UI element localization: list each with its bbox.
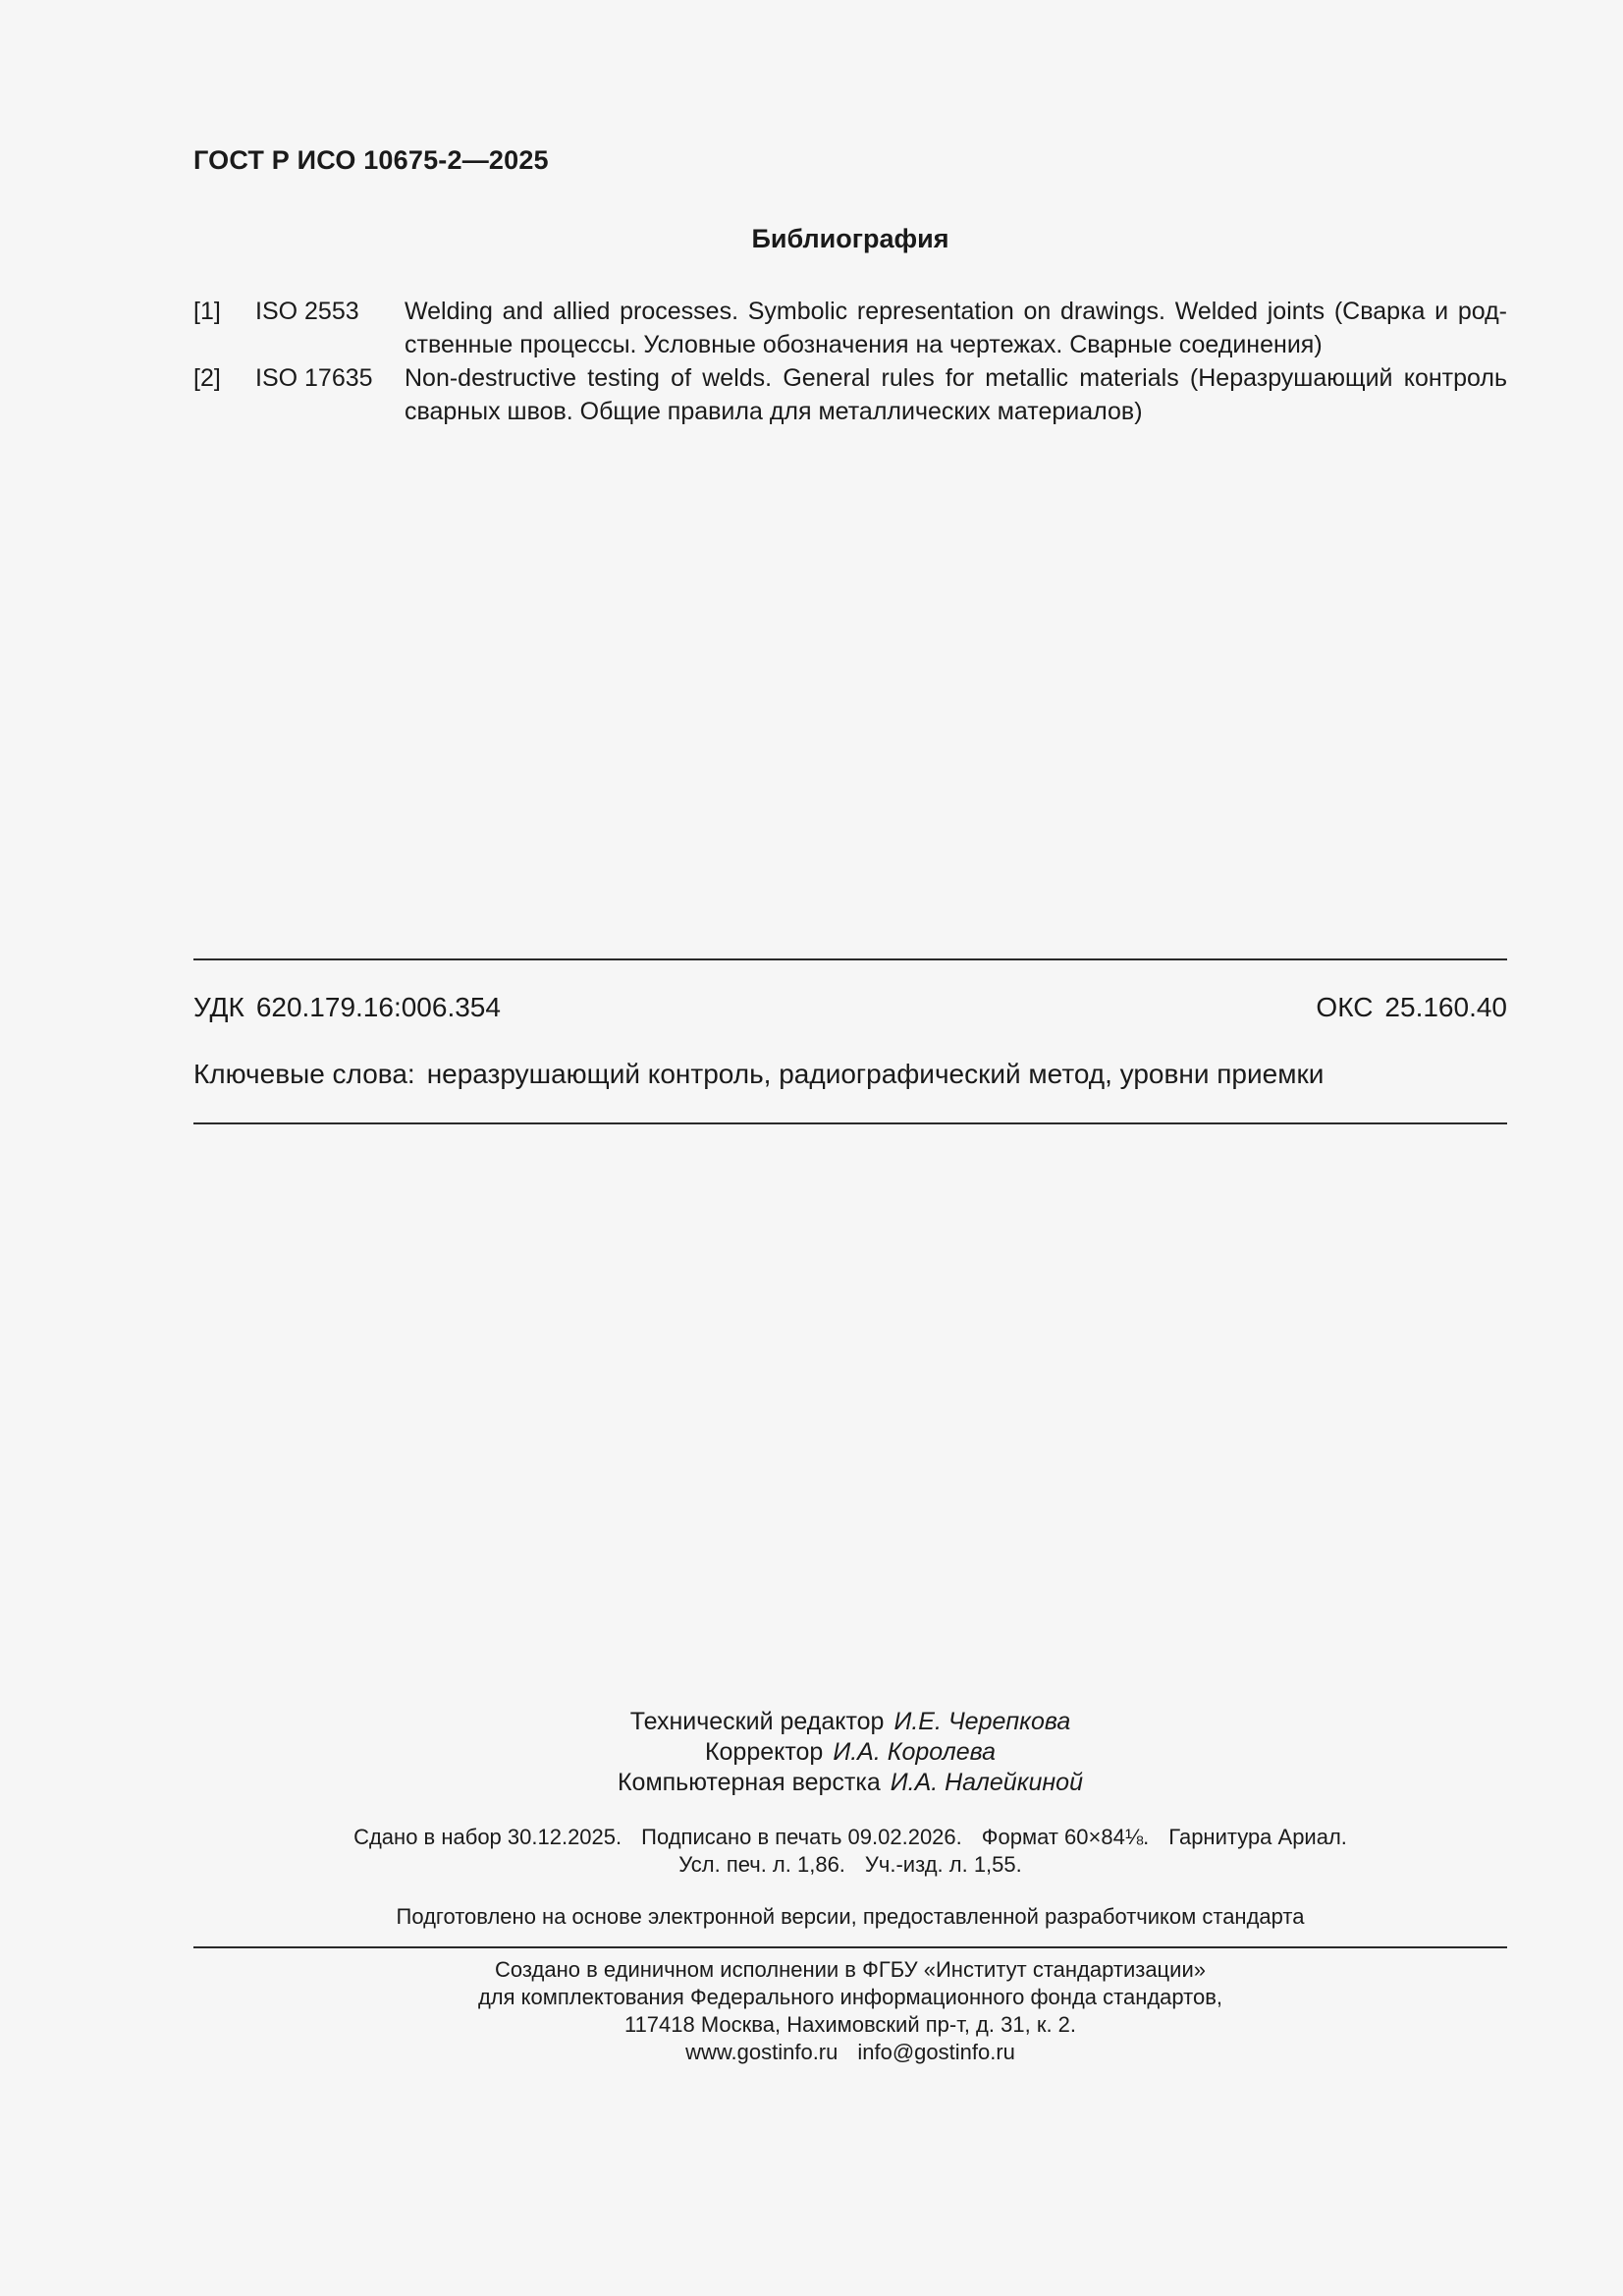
publisher-sheets: Уч.-изд. л. 1,55. [864,1852,1022,1877]
keywords [193,1059,1507,1090]
bibliography-entry-text: Welding and allied processes. Symbolic representation on drawings. Welded joints (Сварка и род-ственные процессы. Условные обозначения на чертежах. Сварные соединения) [405,298,1507,358]
footer-line: для комплектования Федерального информационного фонда стандартов, [477,1985,1223,2009]
oks-value: 25.160.40 [1384,992,1507,1022]
email-link[interactable]: info@gostinfo.ru [857,2040,1015,2064]
credit-role: Корректор [704,1738,824,1766]
classification-codes [193,992,1507,1023]
footer-line: Создано в единичном исполнении в ФГБУ «Институт стандартизации» [495,1957,1206,1982]
print-date: Подписано в печать 09.02.2026. [641,1825,962,1849]
footer [193,1956,1507,2066]
credit-role: Компьютерная верстка [617,1769,881,1796]
credits-block [193,1707,1507,1798]
credit-line [193,1768,1507,1798]
typeset-date: Сдано в набор 30.12.2025. [353,1825,622,1849]
bibliography-list [193,295,1507,428]
oks-label: ОКС [1316,992,1374,1022]
credit-role: Технический редактор [629,1708,885,1735]
credit-line [193,1737,1507,1768]
udk-label: УДК [193,992,244,1022]
bibliography-entry-code: ISO 2553 [255,298,359,325]
divider-middle [193,1122,1507,1124]
keywords-value: неразрушающий контроль, радиографический метод, уровни приемки [426,1059,1325,1089]
bibliography-entry-text: Non-destructive testing of welds. General rules for metallic materials (Неразрушающий контроль сварных швов. Общие правила для металлических материалов) [405,364,1507,425]
udk-value: 620.179.16:006.354 [255,992,501,1022]
typeface: Гарнитура Ариал. [1168,1825,1347,1849]
oks-code [1316,992,1507,1023]
bibliography-entry-code: ISO 17635 [255,364,373,392]
prepared-note: Подготовлено на основе электронной версии, предоставленной разработчиком стандарта [396,1904,1305,1929]
website-link[interactable]: www.gostinfo.ru [685,2040,839,2064]
divider-bottom [193,1946,1507,1948]
footer-links [193,2039,1507,2066]
keywords-label: Ключевые слова: [193,1059,415,1089]
credit-line [193,1707,1507,1737]
document-page [193,0,1507,2296]
publication-info [193,1824,1507,1879]
bibliography-title: Библиография [751,224,949,253]
document-header-id: ГОСТ Р ИСО 10675-2—2025 [193,145,549,175]
publication-line [193,1851,1507,1879]
credit-name: И.А. Королева [833,1738,997,1766]
bibliography-entry-number: [2] [193,364,221,392]
bibliography-entry [193,361,1507,428]
footer-address: 117418 Москва, Нахимовский пр-т, д. 31, к. 2. [623,2012,1077,2037]
printed-sheets: Усл. печ. л. 1,86. [678,1852,845,1877]
publication-line [193,1824,1507,1851]
credit-name: И.Е. Черепкова [893,1708,1071,1735]
credit-name: И.А. Налейкиной [890,1769,1083,1796]
bibliography-entry-number: [1] [193,298,221,325]
divider-top [193,958,1507,960]
udk-code [193,992,501,1023]
bibliography-entry [193,295,1507,361]
format: Формат 60×84⅛. [981,1825,1150,1849]
